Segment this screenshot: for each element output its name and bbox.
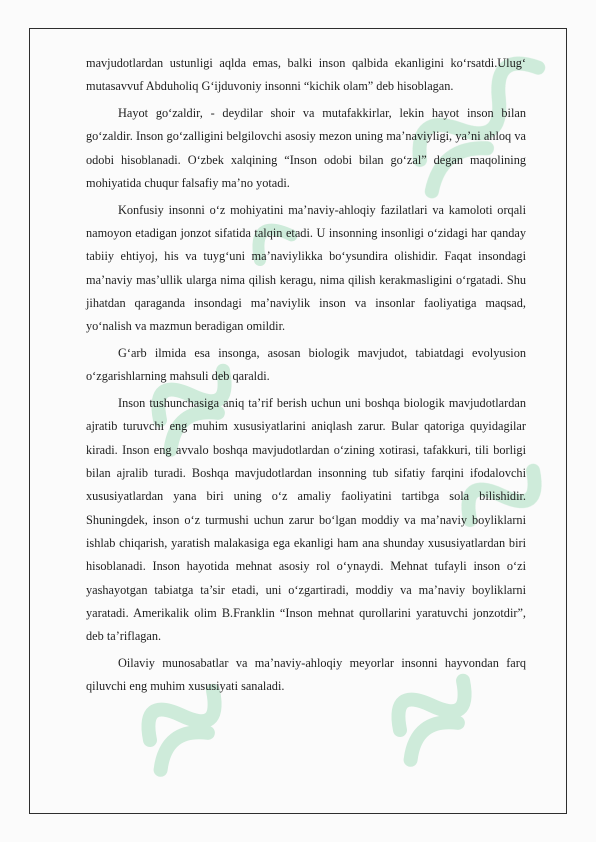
document-body bbox=[86, 52, 526, 702]
paragraph-4: G‘arb ilmida esa insonga, asosan biologik mavjudot, tabiatdagi evolyusion o‘zgarishlarning mahsuli deb qaraldi. bbox=[86, 346, 526, 384]
paragraph-5: Inson tushunchasiga aniq ta’rif berish uchun uni boshqa biologik mavjudotlardan ajratib turuvchi eng muhim xususiyatlarini aniqlash zarur. Bular qatoriga quyidagilar kiradi. Inson eng avvalo boshqa mavjudotlardan o‘zining xotirasi, tafakkuri, tili borligi bilan ajralib turadi. Boshqa mavjudotlardan insonning tub sifatiy farqini ifodalovchi xususiyatlardan yana biri uning o‘z amaliy faoliyatini tartibga sola bilishidir. Shuningdek, inson o‘z turmushi uchun zarur bo‘lgan moddiy va ma’naviy boyliklarni ishlab chiqarish, yaratish malakasiga ega ekanligi ham ana shunday xususiyatlardan biri hisoblanadi. Inson hayotida mehnat asosiy rol o‘ynaydi. Mehnat tufayli inson o‘zi yashayotgan tabiatga ta’sir etadi, uni o‘zgartiradi, moddiy va ma’naviy boyliklarni yaratadi. Amerikalik olim B.Franklin “Inson mehnat qurollarini yaratuvchi jonzotdir”, deb ta’riflagan. bbox=[86, 396, 526, 644]
paragraph-3: Konfusiy insonni o‘z mohiyatini ma’naviy-ahloqiy fazilatlari va kamoloti orqali namoyon etadigan jonzot sifatida talqin etadi. U insonning insonligi o‘zidagi har qanday tabiiy ehtiyoj, his va tuyg‘uni ma’naviylikka bo‘ysundira olishidir. Faqat insondagi ma’naviy mas’ullik ularga nima qilish keragu, nima qilish kerakmasligini o‘rgatadi. Shu jihatdan qaraganda insondagi ma’naviylik inson va insonlar faoliyatiga maqsad, yo‘nalish va mazmun beradigan omildir. bbox=[86, 202, 526, 334]
paragraph-2: Hayot go‘zaldir, - deydilar shoir va mutafakkirlar, lekin hayot inson bilan go‘zaldir. Inson go‘zalligini belgilovchi asosiy mezon uning ma’naviyligi, ya’ni ahloq va odobi hisoblanadi. O‘zbek xalqining “Inson odobi bilan go‘zal” degan maqolining mohiyatida chuqur falsafiy ma’no yotadi. bbox=[86, 106, 526, 190]
paragraph-1: mavjudotlardan ustunligi aqlda emas, balki inson qalbida ekanligini ko‘rsatdi.Ulug‘ mutasavvuf Abduholiq G‘ijduvoniy insonni “kichik olam” deb hisoblagan. bbox=[86, 56, 526, 94]
paragraph-6: Oilaviy munosabatlar va ma’naviy-ahloqiy meyorlar insonni hayvondan farq qiluvchi eng muhim xususiyati sanaladi. bbox=[86, 655, 526, 694]
